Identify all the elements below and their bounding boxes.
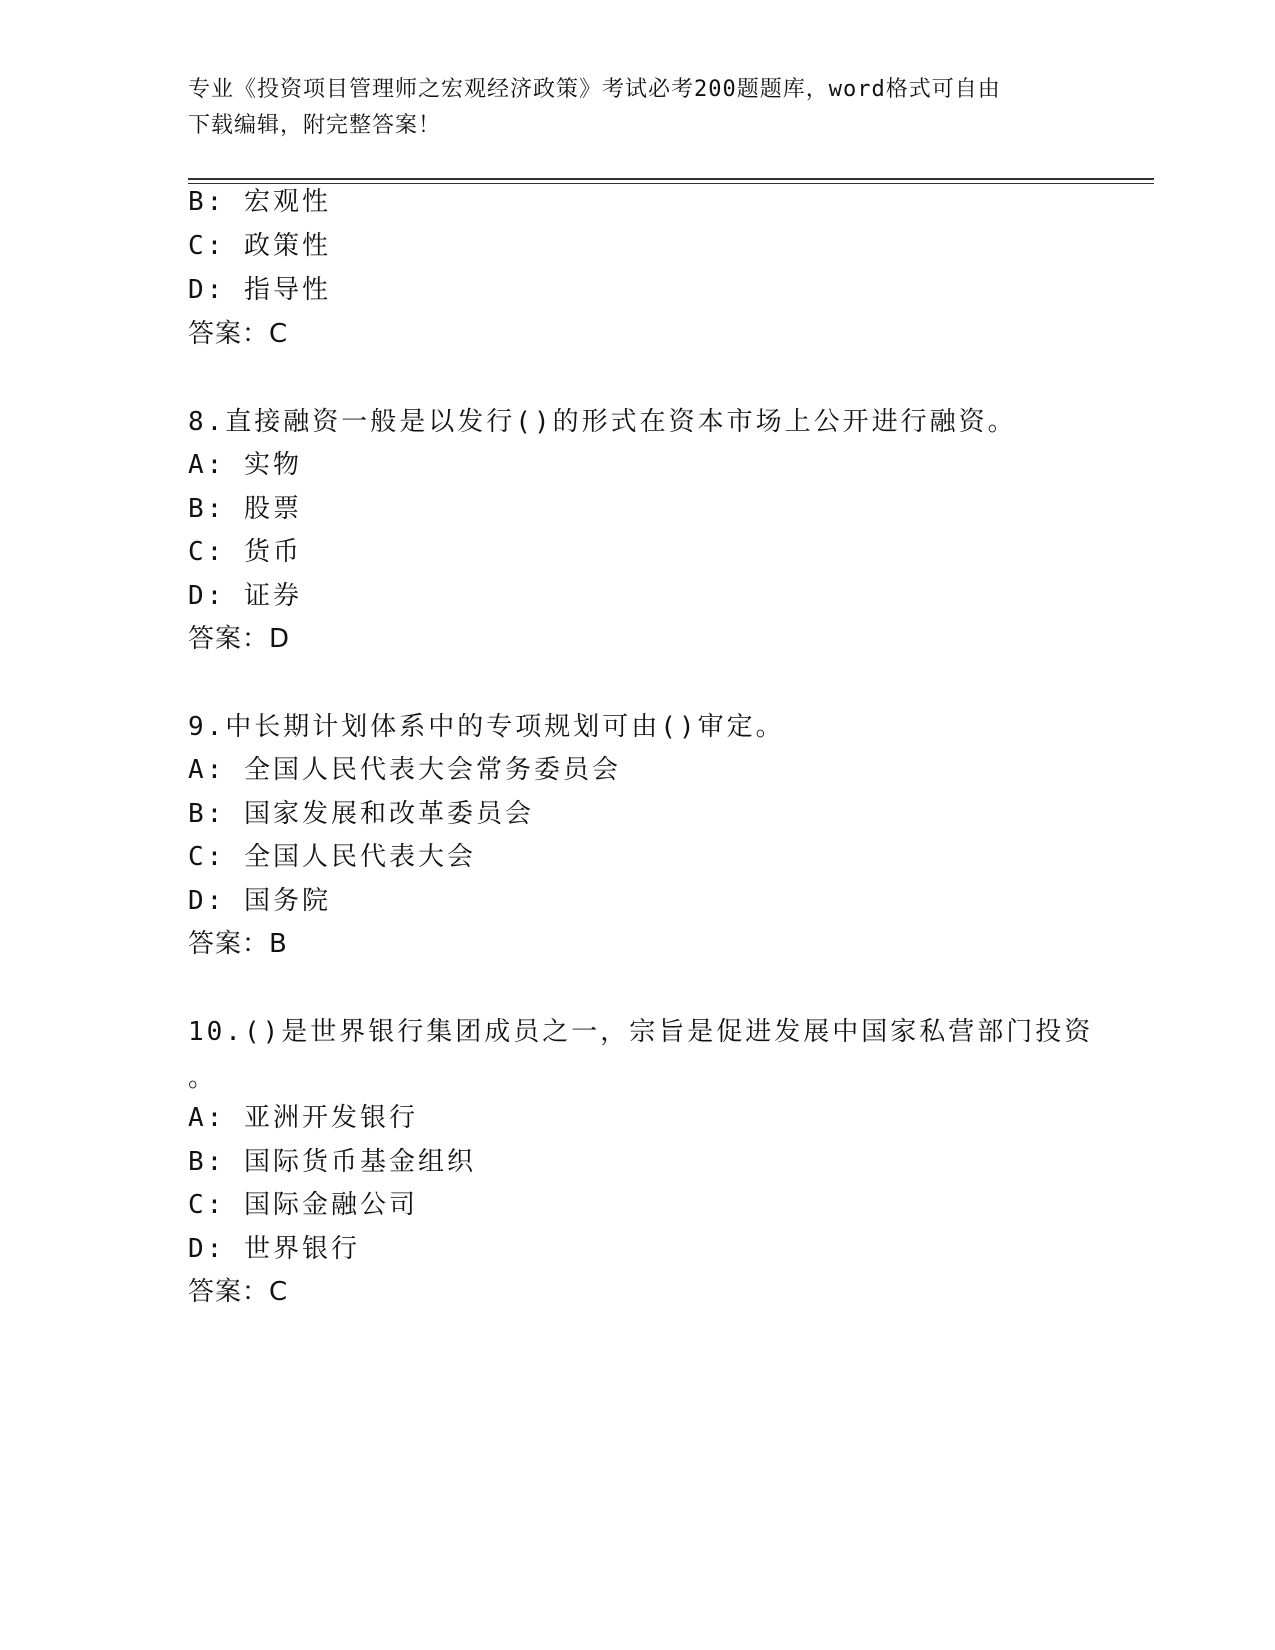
q10-question-line-1: 10.()是世界银行集团成员之一，宗旨是促进发展中国家私营部门投资 (188, 1017, 1094, 1047)
q7-option-b: B: 宏观性 (188, 187, 331, 217)
q9-question: 9.中长期计划体系中的专项规划可由()审定。 (188, 712, 785, 742)
q8-option-a: A: 实物 (188, 450, 302, 480)
q9-option-d: D: 国务院 (188, 886, 331, 916)
q8-option-c: C: 货币 (188, 537, 302, 567)
q10-answer: 答案：C (188, 1277, 289, 1307)
q9-option-b: B: 国家发展和改革委员会 (188, 799, 534, 829)
q7-option-c: C: 政策性 (188, 231, 331, 261)
q7-option-d: D: 指导性 (188, 275, 331, 305)
q10-option-b: B: 国际货币基金组织 (188, 1147, 476, 1177)
q8-question: 8.直接融资一般是以发行()的形式在资本市场上公开进行融资。 (188, 407, 1017, 437)
q8-answer: 答案：D (188, 624, 291, 654)
header-line-2: 下载编辑，附完整答案！ (188, 113, 442, 138)
header-divider (188, 178, 1154, 184)
q9-option-a: A: 全国人民代表大会常务委员会 (188, 755, 621, 785)
q10-option-c: C: 国际金融公司 (188, 1190, 418, 1220)
q8-option-b: B: 股票 (188, 494, 302, 524)
q9-answer: 答案：B (188, 929, 288, 959)
header-line-1: 专业《投资项目管理师之宏观经济政策》考试必考200题题库，word格式可自由 (188, 77, 1001, 102)
q10-option-d: D: 世界银行 (188, 1234, 360, 1264)
q7-answer: 答案：C (188, 319, 289, 349)
q9-option-c: C: 全国人民代表大会 (188, 842, 476, 872)
document-header (188, 72, 1088, 144)
q10-question-line-2: 。 (188, 1063, 218, 1093)
q8-option-d: D: 证券 (188, 581, 302, 611)
q10-option-a: A: 亚洲开发银行 (188, 1103, 418, 1133)
